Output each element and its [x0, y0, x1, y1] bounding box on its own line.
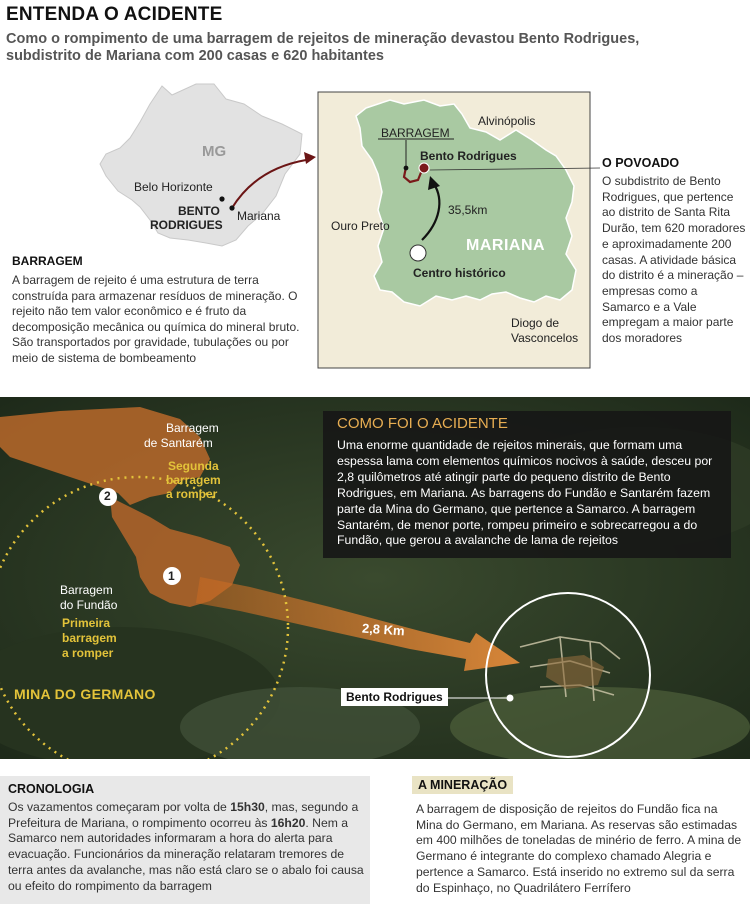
cronologia-part1: Os vazamentos começaram por volta de: [8, 800, 231, 814]
bento-photo-point: [507, 695, 514, 702]
mineracao-title: A MINERAÇÃO: [412, 776, 513, 794]
cronologia-text: [8, 800, 366, 894]
segunda-line1: Segunda: [168, 459, 219, 473]
barragem-title: BARRAGEM: [12, 254, 83, 268]
cronologia-time1: 15h30: [230, 800, 265, 814]
bento-photo-label: Bento Rodrigues: [341, 688, 448, 706]
barragem-map-label: BARRAGEM: [381, 126, 450, 140]
centro-historico-label: Centro histórico: [413, 266, 506, 280]
page-subtitle: Como o rompimento de uma barragem de rejeitos de mineração devastou Bento Rodrigues, subdistrito de Mariana com 200 casas e 620 habitantes: [6, 31, 640, 64]
diogo-label-line2: Vasconcelos: [511, 331, 579, 345]
distance-map-label: 35,5km: [448, 203, 488, 217]
segunda-line2: barragem: [166, 473, 221, 487]
povoado-text: O subdistrito de Bento Rodrigues, que pertence ao distrito de Santa Rita Durão, tem 620 moradores e aproximadamente 200 casas. A atividade básica do distrito é a mineração – empresas como a Samarco e a Vale empregam a maior parte dos moradores: [602, 174, 746, 346]
cronologia-part3: . Nem a Samarco nem autoridades informaram a hora do alerta para evacuação. Funcionários da mineração relataram tremores de terra antes da avalanche, mas não está claro se o abalo foi causa ou efeito do rompimento da barragem: [8, 815, 364, 893]
mud-distance-label: 2,8 Km: [361, 620, 406, 639]
acidente-text: Uma enorme quantidade de rejeitos minerais, que formam uma espessa lama com elementos químicos nocivos à saúde, desceu por 2,8 quilômetros até atingir parte do pequeno distrito de Bento Rodrigues, em Mariana. As barragens do Fundão e Santarém fazem parte da Mina do Germano, que pertence a Samarco. A barragem Santarém, de menor porte, rompeu primeiro e sobrecarregou a do Fundão, que gerou a avalanche de lama de rejeitos: [337, 438, 713, 548]
primeira-line2: barragem: [62, 631, 117, 645]
bento-state-line1: BENTO: [178, 204, 220, 218]
belo-horizonte-dot: [219, 196, 224, 201]
alvinopolis-label: Alvinópolis: [478, 114, 536, 128]
ouro-preto-label: Ouro Preto: [331, 219, 390, 233]
acidente-title: COMO FOI O ACIDENTE: [337, 415, 508, 432]
bento-rodrigues-point: [419, 163, 429, 173]
bento-map-label: Bento Rodrigues: [420, 149, 517, 163]
arrow-head-icon: [304, 152, 316, 164]
mariana-state-label: Mariana: [237, 209, 281, 223]
bento-state-line2: RODRIGUES: [150, 218, 223, 232]
cronologia-time2: 16h20: [270, 815, 306, 830]
bento-state-label: [178, 204, 220, 219]
diogo-label-line1: Diogo de: [511, 316, 560, 330]
fundao-label-line1: Barragem: [60, 583, 113, 597]
state-label: MG: [202, 143, 227, 160]
page-title: ENTENDA O ACIDENTE: [6, 4, 223, 25]
marker-1-number: 1: [168, 569, 175, 583]
segunda-line3: a romper: [166, 487, 218, 501]
barragem-point: [404, 166, 409, 171]
cronologia-part2: , mas, segundo a Prefeitura de Mariana, o rompimento ocorreu às: [8, 800, 359, 830]
primeira-line3: a romper: [62, 646, 114, 660]
mineracao-text: A barragem de disposição de rejeitos do Fundão fica na Mina do Germano, em Mariana. As reservas são estimadas em 400 milhões de toneladas de minério de ferro. A mina de Germano é integrante do complexo chamado Alegria e pertence a Samarco. Está inserido no extremo sul da serra do Espinhaço, no Quadrilátero Ferrífero: [416, 802, 742, 895]
primeira-line1: Primeira: [62, 616, 111, 630]
barragem-text: A barragem de rejeito é uma estrutura de terra construída para armazenar resíduos de mineração. O rejeito não tem valor econômico e é fruto da decomposição mecânica ou química do mineral bruto. São transportados por gravidade, tubulações ou por meio de sistema de bombeamento: [12, 273, 300, 365]
santarem-label-line1: Barragem: [166, 421, 219, 435]
fundao-label-line2: do Fundão: [60, 598, 118, 612]
mina-germano-label: MINA DO GERMANO: [14, 686, 156, 702]
povoado-title: O POVOADO: [602, 156, 680, 170]
centro-historico-point: [410, 245, 426, 261]
cronologia-title: CRONOLOGIA: [8, 782, 95, 796]
santarem-label-line2: de Santarém: [144, 436, 213, 450]
belo-horizonte-label: Belo Horizonte: [134, 180, 213, 194]
mariana-dot: [229, 205, 234, 210]
mariana-map-label: MARIANA: [466, 237, 546, 254]
marker-2-number: 2: [104, 489, 111, 503]
